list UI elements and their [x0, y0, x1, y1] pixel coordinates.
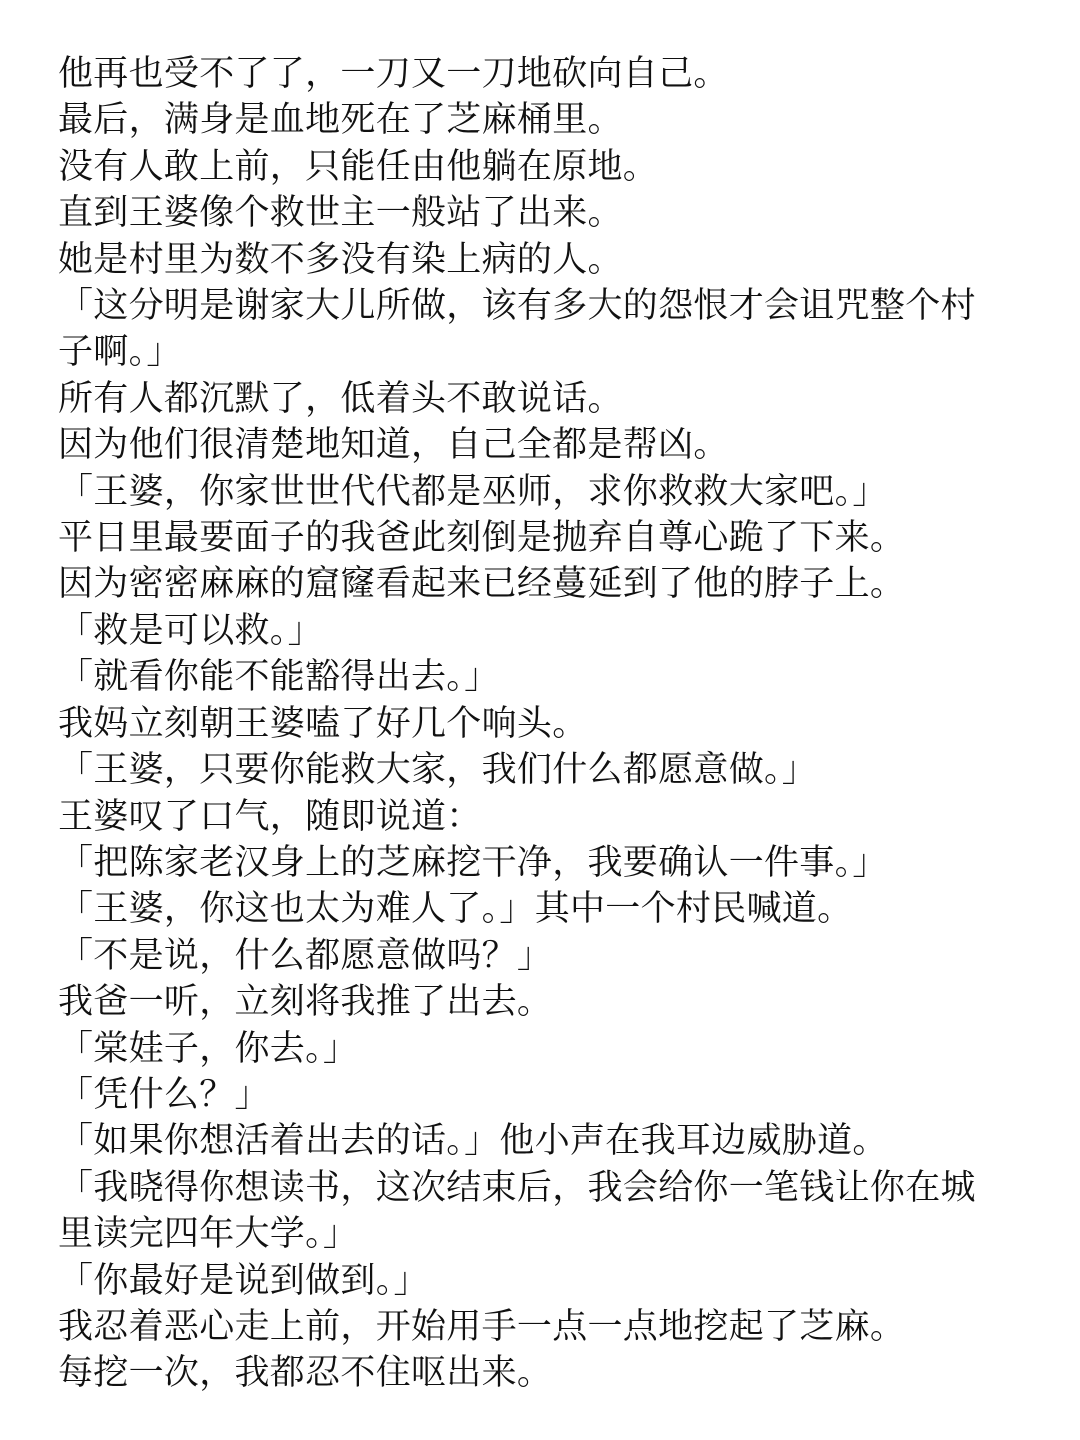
text-line: 我妈立刻朝王婆嗑了好几个响头。	[58, 703, 588, 744]
text-line: 因为他们很清楚地知道，自己全都是帮凶。	[58, 425, 729, 466]
text-line: 我忍着恶心走上前，开始用手一点一点地挖起了芝麻。	[58, 1306, 906, 1347]
text-line: 我爸一听，立刻将我推了出去。	[58, 982, 553, 1023]
text-line: 没有人敢上前，只能任由他躺在原地。	[58, 146, 659, 187]
text-line: 「棠娃子，你去。」	[58, 1028, 359, 1069]
text-line: 「救是可以救。」	[58, 610, 323, 651]
text-line: 「把陈家老汉身上的芝麻挖干净，我要确认一件事。」	[58, 842, 888, 883]
story-text	[58, 51, 1048, 1397]
text-line: 平日里最要面子的我爸此刻倒是抛弃自尊心跪了下来。	[58, 518, 906, 559]
text-line: 「如果你想活着出去的话。」他小声在我耳边威胁道。	[58, 1121, 888, 1162]
text-line: 因为密密麻麻的窟窿看起来已经蔓延到了他的脖子上。	[58, 564, 906, 605]
text-line: 他再也受不了了，一刀又一刀地砍向自己。	[58, 54, 729, 94]
text-line: 「王婆，你家世世代代都是巫师，求你救救大家吧。」	[58, 471, 888, 512]
text-line: 「就看你能不能豁得出去。」	[58, 657, 500, 698]
text-line: 里读完四年大学。」	[58, 1214, 359, 1255]
text-line: 王婆叹了口气，随即说道：	[58, 796, 482, 837]
text-line: 她是村里为数不多没有染上病的人。	[58, 239, 623, 280]
text-line: 「这分明是谢家大儿所做，该有多大的怨恨才会诅咒整个村	[58, 286, 976, 327]
text-line: 「你最好是说到做到。」	[58, 1260, 429, 1301]
text-line: 「不是说，什么都愿意做吗？」	[58, 935, 553, 976]
text-line: 「凭什么？」	[58, 1074, 270, 1115]
text-line: 「王婆，只要你能救大家，我们什么都愿意做。」	[58, 750, 818, 791]
text-line: 「我晓得你想读书，这次结束后，我会给你一笔钱让你在城	[58, 1167, 976, 1208]
text-line: 所有人都沉默了，低着头不敢说话。	[58, 378, 623, 419]
text-line: 最后，满身是血地死在了芝麻桶里。	[58, 100, 623, 141]
text-line: 子啊。」	[58, 332, 182, 373]
text-line: 每挖一次，我都忍不住呕出来。	[58, 1353, 553, 1394]
text-line: 直到王婆像个救世主一般站了出来。	[58, 193, 623, 234]
text-line: 「王婆，你这也太为难人了。」其中一个村民喊道。	[58, 889, 853, 930]
